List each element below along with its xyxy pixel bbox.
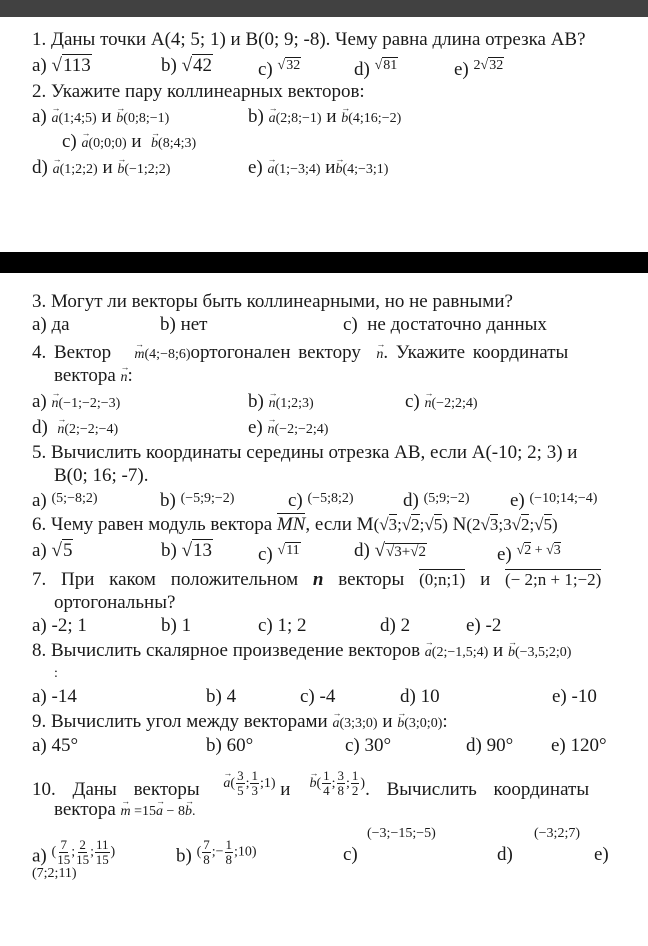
question-3-text: 3. Могут ли векторы быть коллинеарными, но не равными?: [32, 291, 513, 312]
q9-option-d[interactable]: d) 90°: [466, 735, 514, 756]
q9-option-c[interactable]: c) 30°: [345, 735, 392, 756]
q4-option-b[interactable]: b) → n(1;2;3): [248, 391, 314, 415]
q5-option-e[interactable]: e) $^{(-10;14;-4)}$: [510, 490, 598, 511]
sqrt-icon: √32: [277, 58, 301, 73]
q3-option-a[interactable]: a) да: [32, 314, 70, 335]
q7-option-b[interactable]: b) 1: [161, 615, 192, 636]
q6-option-e[interactable]: e) $^{√2 + √3}$: [497, 543, 561, 565]
q10-option-b[interactable]: b) ( $\frac{7}{8}$ ;− $\frac{1}{8}$ ;10): [176, 837, 257, 867]
q3-option-c[interactable]: c) не достаточно данных: [343, 314, 547, 335]
q5-option-b[interactable]: b) $^{(-5;9;-2)}$: [160, 490, 235, 511]
q6-option-a[interactable]: a) √5: [32, 540, 73, 561]
sqrt-icon: √113: [51, 55, 91, 76]
q10-option-d[interactable]: d): [497, 844, 513, 865]
q2-option-a[interactable]: a) → a(1;4;5) и → b(0;8;−1): [32, 106, 169, 130]
vector-b: → b: [151, 133, 158, 155]
vector-a: → a: [52, 108, 59, 130]
vector-2: (− 2;n + 1;−2): [505, 570, 602, 589]
q10-option-e[interactable]: e): [594, 844, 609, 865]
question-7-line2: ортогональны?: [54, 592, 176, 613]
q3-option-b[interactable]: b) нет: [160, 314, 208, 335]
q8-option-b[interactable]: b) 4: [206, 686, 237, 707]
q7-option-c[interactable]: c) 1; 2: [258, 615, 307, 636]
q8-option-d[interactable]: d) 10: [400, 686, 440, 707]
q10-option-d-value: (−3;2;7): [534, 826, 580, 841]
q5-option-a[interactable]: a) $^{(5;-8;2)}$: [32, 490, 98, 511]
q7-option-d[interactable]: d) 2: [380, 615, 411, 636]
vector-n: → n: [121, 367, 128, 389]
vector-n: → n: [376, 344, 383, 366]
sqrt-icon: √81: [374, 58, 398, 73]
q6-option-b[interactable]: b) √13: [161, 540, 213, 561]
q4-option-c[interactable]: c) → n(−2;2;4): [405, 391, 478, 415]
q9-option-e[interactable]: e) 120°: [551, 735, 607, 756]
q1-option-c[interactable]: c) √32: [258, 55, 301, 81]
q4-option-e[interactable]: e) → n(−2;−2;4): [248, 417, 328, 441]
vector-1: (0;n;1): [419, 570, 466, 589]
q8-option-e[interactable]: e) -10: [552, 686, 597, 707]
question-10-text: 10. Даны векторы → a( $\frac{3}{5}$ ; $\frac{1}{3}$ ;1) и → b( $\frac{1}{4}$ ; $\frac{3}{8}$ ; $\frac{1}{2}$ ). Вычислить координаты: [32, 766, 589, 808]
q2-option-e[interactable]: e) → a(1;−3;4) и→ b(4;−3;1): [248, 157, 388, 181]
q6-option-c[interactable]: c) √11: [258, 543, 300, 565]
question-8-text: 8. Вычислить скалярное произведение векторов → a(2;−1,5;4) и → b(−3,5;2;0): [32, 640, 571, 664]
vector-b: → b: [116, 108, 123, 130]
q10-option-c[interactable]: c): [343, 844, 358, 865]
vector-m: → m: [134, 344, 144, 366]
q2-option-d[interactable]: d) → a(1;2;2) и → b(−1;2;2): [32, 157, 170, 181]
q1-option-b[interactable]: b) √42: [161, 55, 213, 76]
q7-option-e[interactable]: e) -2: [466, 615, 502, 636]
q2-option-b[interactable]: b) → a(2;8;−1) и → b(4;16;−2): [248, 106, 401, 130]
question-9-text: 9. Вычислить угол между векторами → a(3;3;0) и → b(3;0;0):: [32, 711, 448, 735]
q4-option-a[interactable]: a) → n(−1;−2;−3): [32, 391, 120, 415]
q7-option-a[interactable]: a) -2; 1: [32, 615, 87, 636]
q8-option-c[interactable]: c) -4: [300, 686, 336, 707]
q1-option-e[interactable]: e) $^{2√32}$: [454, 55, 504, 81]
sqrt-icon: √32: [480, 58, 504, 73]
question-5-line2: В(0; 16; -7).: [54, 465, 149, 486]
top-bar: [0, 0, 648, 17]
question-8-colon: :: [54, 666, 58, 681]
sqrt-icon: √42: [181, 55, 213, 76]
q8-option-a[interactable]: a) -14: [32, 686, 77, 707]
question-7-text: 7. При каком положительном n векторы (0;n;1) и (− 2;n + 1;−2): [32, 569, 602, 590]
separator-bar: [0, 252, 648, 273]
q9-option-b[interactable]: b) 60°: [206, 735, 254, 756]
q5-option-d[interactable]: d) $^{(5;9;-2)}$: [403, 490, 470, 511]
vector-a: → a: [269, 108, 276, 130]
question-5-text: 5. Вычислить координаты середины отрезка АВ, если А(-10; 2; 3) и: [32, 442, 578, 463]
q1-option-d[interactable]: d) √81: [354, 55, 398, 81]
q5-option-c[interactable]: c) $^{(-5;8;2)}$: [288, 490, 354, 511]
question-1-text: 1. Даны точки A(4; 5; 1) и B(0; 9; -8). Чему равна длина отрезка АВ?: [32, 29, 586, 50]
vector-a: → a: [268, 159, 275, 181]
q2-option-c[interactable]: c) → a(0;0;0) и → b(8;4;3): [62, 131, 196, 155]
question-4-text: 4. Вектор → m(4;−8;6)ортогонален вектору → n. Укажите координаты: [32, 342, 568, 366]
question-2-text: 2. Укажите пару коллинеарных векторов:: [32, 81, 365, 102]
q6-option-d[interactable]: d) √√3+√2: [354, 540, 426, 561]
vector-mn: MN: [276, 514, 306, 535]
q10-option-a[interactable]: a) ( $\frac{7}{15}$ ; $\frac{2}{15}$ ; $\frac{11}{15}$ ): [32, 837, 116, 867]
vector-b: → b: [335, 159, 342, 181]
q10-option-e-value: (7;2;11): [32, 866, 77, 881]
q10-option-c-value: (−3;−15;−5): [367, 826, 436, 841]
vector-a: → a: [82, 133, 89, 155]
question-4-line2: вектора → n:: [54, 365, 133, 389]
vector-a: → a: [53, 159, 60, 181]
question-6-text: 6. Чему равен модуль вектора MN, если М(√3;√2;√5) N(2√3;3√2;√5): [32, 514, 558, 535]
q4-option-d[interactable]: d) → n(2;−2;−4): [32, 417, 118, 441]
vector-b: → b: [117, 159, 124, 181]
vector-b: → b: [341, 108, 348, 130]
q9-option-a[interactable]: a) 45°: [32, 735, 79, 756]
question-10-line2: вектора → m =15→ a − 8→ b.: [54, 799, 195, 823]
q1-option-a[interactable]: a) √113: [32, 55, 91, 76]
